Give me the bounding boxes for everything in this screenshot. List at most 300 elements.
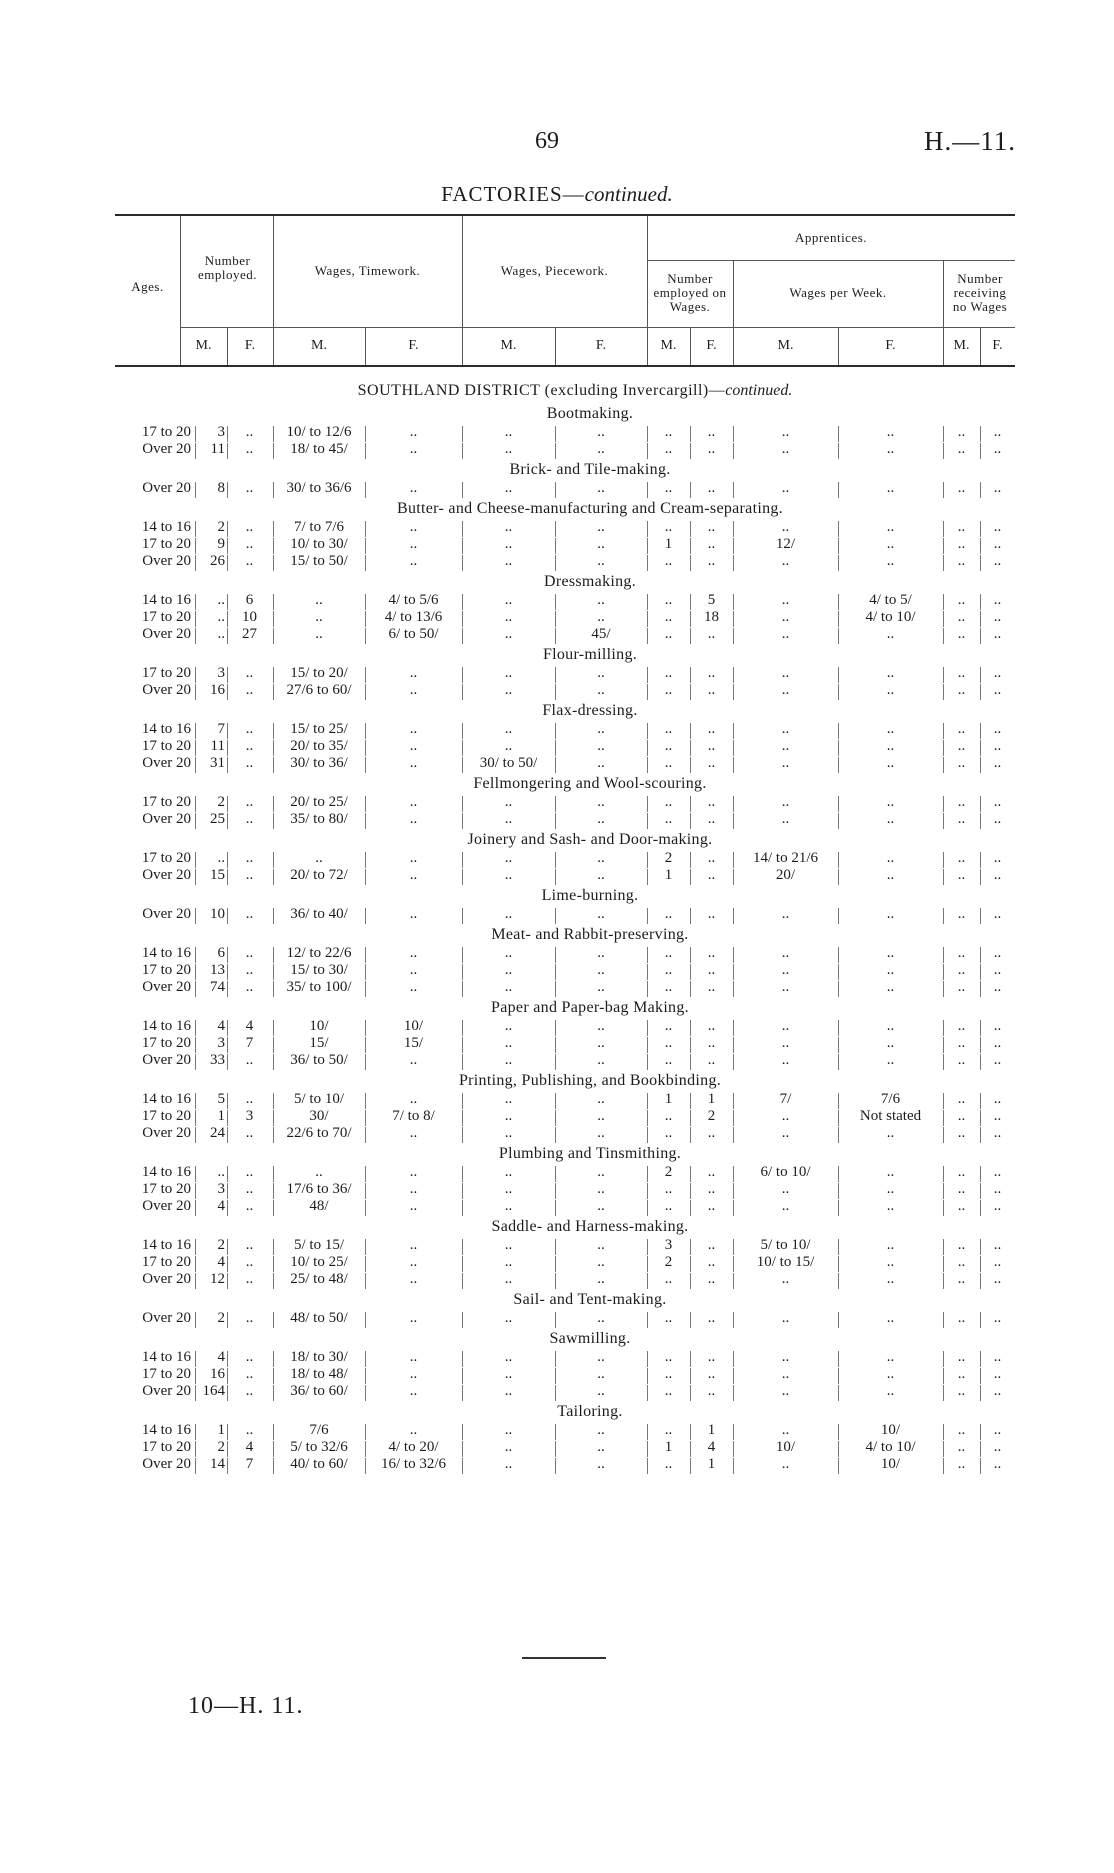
cell-piecework-f: .. [597,794,605,810]
cell-appr-wages-f: .. [886,1181,895,1197]
cell-age: 17 to 20 [141,1035,191,1051]
cell-employed-m: .. [217,626,225,642]
wages-timework-header: Wages, Timework. [314,263,421,278]
table-row [100,738,1020,755]
cell-timework-m: 30/ [309,1108,329,1124]
cell-timework-f: .. [409,755,418,771]
cell-timework-f: 6/ to 50/ [388,626,439,642]
wages-per-week-header: Wages per Week. [789,285,887,300]
column-separator [195,723,196,739]
footer-rule [522,1657,606,1659]
cell-appr-employed-f: .. [707,665,716,681]
cell-appr-nowages-f: .. [993,441,1002,457]
column-separator [195,964,196,980]
cell-employed-f: .. [245,962,254,978]
cell-piecework-m: .. [504,1052,513,1068]
cell-timework-m: 48/ to 50/ [290,1310,348,1326]
cell-appr-nowages-f: .. [993,592,1002,608]
cell-appr-nowages-m: .. [957,1366,966,1382]
industry-section [100,998,1020,1069]
cell-age: 17 to 20 [141,424,191,440]
cell-appr-employed-m: .. [664,1035,673,1051]
cell-appr-employed-m: .. [664,721,673,737]
cell-employed-m: 4 [217,1349,225,1365]
cell-age: 17 to 20 [141,1366,191,1382]
cell-timework-m: 18/ to 45/ [290,441,348,457]
cell-timework-m: 15/ to 30/ [290,962,348,978]
cell-piecework-m: .. [504,962,513,978]
cell-employed-m: 4 [217,1198,225,1214]
cell-timework-f: .. [409,1164,418,1180]
cell-age: 14 to 16 [141,1237,191,1253]
cell-appr-nowages-m: .. [957,794,966,810]
table-row [100,1108,1020,1125]
column-separator [195,1256,196,1272]
cell-timework-f: .. [409,867,418,883]
cell-appr-nowages-m: .. [957,811,966,827]
cell-timework-f: .. [409,665,418,681]
cell-appr-wages-m: .. [781,1198,790,1214]
cell-employed-f: .. [245,867,254,883]
column-separator [195,1037,196,1053]
cell-piecework-m: .. [504,1254,513,1270]
cell-appr-wages-m: .. [781,1456,790,1472]
table-row [100,1366,1020,1383]
cell-appr-employed-f: .. [707,850,716,866]
industry-section [100,460,1020,497]
cell-appr-employed-f: .. [707,867,716,883]
cell-appr-wages-m: .. [781,811,790,827]
cell-piecework-m: .. [504,1018,513,1034]
cell-appr-nowages-f: .. [993,850,1002,866]
cell-appr-wages-f: .. [886,1018,895,1034]
cell-appr-wages-f: .. [886,1125,895,1141]
cell-piecework-f: .. [597,1271,605,1287]
cell-appr-employed-f: .. [707,962,716,978]
cell-employed-m: 11 [210,738,225,754]
column-separator [195,1166,196,1182]
cell-appr-nowages-f: .. [993,626,1002,642]
cell-piecework-f: .. [597,1198,605,1214]
cell-employed-f: 6 [245,592,254,608]
cell-appr-wages-m: .. [781,480,790,496]
cell-age: Over 20 [142,626,191,642]
cell-appr-employed-m: .. [664,424,673,440]
cell-employed-m: .. [217,609,225,625]
cell-employed-m: 10 [210,906,225,922]
cell-appr-employed-f: .. [707,1198,716,1214]
cell-piecework-m: .. [504,1091,513,1107]
industry-title: Sawmilling. [549,1330,631,1347]
cell-timework-f: .. [409,1181,418,1197]
column-separator [195,594,196,610]
cell-timework-f: .. [409,1052,418,1068]
cell-appr-employed-m: 1 [664,1439,673,1455]
column-separator [195,813,196,829]
cell-employed-m: 7 [217,721,225,737]
cell-appr-nowages-f: .. [993,1366,1002,1382]
piecework-m-header: M. [500,338,517,353]
cell-timework-m: 10/ to 30/ [290,536,348,552]
cell-appr-employed-m: .. [664,794,673,810]
cell-piecework-f: .. [597,609,605,625]
cell-appr-nowages-m: .. [957,441,966,457]
column-separator [195,443,196,459]
cell-appr-employed-f: .. [707,626,716,642]
cell-employed-f: .. [245,945,254,961]
cell-appr-wages-m: 6/ to 10/ [760,1164,811,1180]
cell-appr-employed-f: .. [707,906,716,922]
cell-appr-nowages-f: .. [993,1456,1002,1472]
cell-appr-wages-m: .. [781,1271,790,1287]
cell-employed-f: .. [245,979,254,995]
cell-employed-f: .. [245,665,254,681]
cell-employed-f: .. [245,553,254,569]
cell-appr-employed-f: .. [707,1310,716,1326]
cell-timework-f: .. [409,553,418,569]
cell-appr-employed-f: 1 [707,1091,716,1107]
cell-piecework-f: .. [597,480,605,496]
cell-timework-f: .. [409,441,418,457]
cell-appr-employed-f: 18 [704,609,719,625]
industry-title: Paper and Paper-bag Making. [491,999,689,1016]
cell-timework-f: .. [409,1383,418,1399]
cell-employed-m: 6 [217,945,225,961]
industry-section [100,1329,1020,1400]
cell-appr-employed-f: .. [707,738,716,754]
industry-section [100,925,1020,996]
column-separator [195,1183,196,1199]
column-separator [195,555,196,571]
cell-timework-m: 22/6 to 70/ [286,1125,352,1141]
cell-appr-nowages-f: .. [993,906,1002,922]
cell-employed-m: 2 [217,1310,225,1326]
cell-age: Over 20 [142,755,191,771]
cell-appr-nowages-m: .. [957,626,966,642]
cell-appr-wages-m: .. [781,1349,790,1365]
table-body [100,382,1020,1473]
cell-employed-m: 13 [210,962,225,978]
cell-timework-m: 20/ to 72/ [290,867,348,883]
cell-appr-employed-m: .. [664,1198,673,1214]
cell-timework-m: 36/ to 60/ [290,1383,348,1399]
cell-piecework-f: .. [597,1108,605,1124]
column-separator [195,482,196,498]
industry-section [100,886,1020,923]
cell-age: Over 20 [142,1456,191,1472]
cell-timework-m: 10/ [309,1018,329,1034]
cell-employed-f: .. [245,1125,254,1141]
industry-title: Flax-dressing. [542,702,638,719]
cell-age: 14 to 16 [141,945,191,961]
cell-employed-m: 5 [217,1091,225,1107]
cell-piecework-m: .. [504,1237,513,1253]
cell-piecework-f: .. [597,592,605,608]
cell-appr-nowages-m: .. [957,1456,966,1472]
column-separator [195,981,196,997]
column-separator [195,1200,196,1216]
cell-age: 17 to 20 [141,609,191,625]
cell-employed-f: .. [245,1181,254,1197]
cell-appr-wages-m: .. [781,682,790,698]
column-separator [195,611,196,627]
cell-piecework-m: .. [504,945,513,961]
cell-employed-f: .. [245,1254,254,1270]
cell-appr-wages-m: .. [781,945,790,961]
cell-piecework-m: .. [504,424,513,440]
table-row [100,755,1020,772]
cell-timework-m: 36/ to 40/ [290,906,348,922]
cell-timework-m: 5/ to 15/ [293,1237,344,1253]
cell-age: 14 to 16 [141,1349,191,1365]
cell-appr-employed-m: 2 [664,850,673,866]
cell-employed-m: 8 [217,480,225,496]
cell-piecework-m: .. [504,1310,513,1326]
cell-appr-nowages-m: .. [957,1422,966,1438]
cell-appr-employed-m: .. [664,1349,673,1365]
column-separator [195,740,196,756]
cell-appr-wages-m: .. [781,1108,790,1124]
cell-employed-f: 7 [245,1035,254,1051]
cell-timework-f: .. [409,1125,418,1141]
cell-appr-wages-f: .. [886,867,895,883]
cell-appr-nowages-f: .. [993,1181,1002,1197]
cell-age: 14 to 16 [141,1018,191,1034]
cell-appr-wages-m: 10/ [775,1439,796,1455]
cell-timework-m: 20/ to 35/ [290,738,348,754]
cell-piecework-f: .. [597,1254,605,1270]
cell-age: 17 to 20 [141,850,191,866]
cell-piecework-m: .. [504,850,513,866]
cell-age: 17 to 20 [141,536,191,552]
cell-timework-m: 12/ to 22/6 [286,945,352,961]
cell-appr-nowages-f: .. [993,1164,1002,1180]
table-row [100,1018,1020,1035]
cell-appr-wages-f: .. [886,962,895,978]
cell-appr-wages-m: .. [781,1366,790,1382]
cell-appr-nowages-m: .. [957,1164,966,1180]
cell-appr-employed-m: 3 [664,1237,673,1253]
cell-timework-m: .. [315,850,323,866]
column-separator [195,426,196,442]
table-row [100,553,1020,570]
page-title [0,182,1114,207]
column-separator [195,852,196,868]
cell-timework-f: .. [409,811,418,827]
cell-timework-m: 15/ to 50/ [290,553,348,569]
cell-appr-nowages-m: .. [957,1310,966,1326]
table-row [100,1439,1020,1456]
cell-age: 14 to 16 [141,1091,191,1107]
cell-appr-wages-m: .. [781,665,790,681]
cell-age: 17 to 20 [141,1108,191,1124]
cell-piecework-m: .. [504,738,513,754]
cell-timework-f: .. [409,1237,418,1253]
cell-appr-nowages-f: .. [993,1422,1002,1438]
cell-piecework-f: .. [597,1125,605,1141]
cell-employed-m: 1 [217,1422,225,1438]
industry-section [100,1402,1020,1473]
column-separator [195,667,196,683]
cell-timework-m: 15/ to 25/ [290,721,348,737]
appr-employed-m-header: M. [660,338,677,353]
cell-appr-employed-m: .. [664,738,673,754]
column-separator [195,684,196,700]
cell-appr-nowages-f: .. [993,1018,1002,1034]
cell-appr-wages-f: 4/ to 10/ [865,1439,916,1455]
timework-f-header: F. [408,338,419,353]
cell-appr-wages-f: .. [886,850,895,866]
cell-timework-m: .. [315,626,323,642]
cell-timework-f: .. [409,1310,418,1326]
cell-timework-f: .. [409,1091,418,1107]
cell-appr-nowages-m: .. [957,906,966,922]
cell-appr-nowages-f: .. [993,519,1002,535]
cell-appr-employed-m: .. [664,906,673,922]
cell-timework-m: .. [315,1164,323,1180]
column-separator [195,1093,196,1109]
cell-appr-nowages-f: .. [993,1237,1002,1253]
cell-age: 17 to 20 [141,665,191,681]
cell-appr-employed-f: .. [707,424,716,440]
cell-age: Over 20 [142,1383,191,1399]
cell-appr-wages-f: .. [886,536,895,552]
industry-title: Plumbing and Tinsmithing. [498,1145,682,1162]
cell-employed-m: 1 [217,1108,225,1124]
cell-piecework-m: .. [504,906,513,922]
appr-wages-f-header: F. [885,338,896,353]
cell-appr-employed-m: .. [664,592,673,608]
table-row [100,441,1020,458]
column-separator [195,757,196,773]
cell-age: Over 20 [142,553,191,569]
appr-employed-f-header: F. [706,338,717,353]
cell-timework-m: 35/ to 80/ [290,811,348,827]
cell-employed-f: .. [245,1091,254,1107]
cell-appr-employed-f: .. [707,1383,716,1399]
cell-piecework-f: .. [597,945,605,961]
cell-age: Over 20 [142,811,191,827]
cell-age: Over 20 [142,867,191,883]
cell-piecework-m: .. [504,1164,513,1180]
cell-appr-nowages-f: .. [993,1271,1002,1287]
cell-employed-f: .. [245,1383,254,1399]
cell-age: Over 20 [142,1125,191,1141]
cell-appr-nowages-f: .. [993,794,1002,810]
cell-appr-wages-m: .. [781,1035,790,1051]
cell-appr-employed-f: .. [707,1254,716,1270]
cell-employed-f: .. [245,755,254,771]
cell-age: Over 20 [142,682,191,698]
table-row [100,665,1020,682]
cell-piecework-m: .. [504,1035,513,1051]
cell-timework-f: 4/ to 5/6 [388,592,439,608]
cell-appr-employed-m: .. [664,480,673,496]
table-row [100,626,1020,643]
table-row [100,794,1020,811]
cell-appr-employed-m: .. [664,626,673,642]
cell-piecework-m: 30/ to 50/ [479,755,538,771]
cell-piecework-m: .. [504,1125,513,1141]
cell-employed-f: .. [245,1164,254,1180]
cell-timework-m: .. [315,592,323,608]
appr-wages-m-header: M. [777,338,794,353]
cell-appr-wages-f: .. [886,979,895,995]
cell-appr-nowages-m: .. [957,1271,966,1287]
cell-piecework-f: .. [597,441,605,457]
cell-employed-f: .. [245,1366,254,1382]
cell-appr-wages-f: .. [886,424,895,440]
cell-piecework-f: .. [597,1164,605,1180]
cell-piecework-m: .. [504,1422,513,1438]
cell-piecework-m: .. [504,609,513,625]
cell-age: Over 20 [142,480,191,496]
table-row [100,1456,1020,1473]
cell-appr-employed-f: .. [707,721,716,737]
industry-title: Lime-burning. [541,887,639,904]
cell-employed-f: .. [245,721,254,737]
cell-appr-nowages-f: .. [993,665,1002,681]
column-separator [195,1020,196,1036]
industry-title: Meat- and Rabbit-preserving. [491,926,689,943]
cell-piecework-m: .. [504,1271,513,1287]
cell-appr-employed-f: .. [707,1181,716,1197]
column-separator [195,1458,196,1474]
cell-appr-wages-f: .. [886,1383,895,1399]
cell-employed-f: .. [245,850,254,866]
cell-appr-employed-m: .. [664,1366,673,1382]
cell-appr-nowages-m: .. [957,755,966,771]
cell-appr-wages-f: 4/ to 10/ [865,609,916,625]
cell-piecework-f: .. [597,682,605,698]
cell-appr-nowages-m: .. [957,867,966,883]
cell-appr-employed-m: .. [664,979,673,995]
cell-employed-m: 3 [217,665,225,681]
cell-appr-employed-f: 1 [707,1456,716,1472]
cell-employed-m: .. [217,850,225,866]
piecework-f-header: F. [595,338,607,353]
appr-nowages-f-header: F. [992,338,1003,353]
cell-appr-employed-f: 5 [707,592,716,608]
timework-m-header: M. [311,338,327,353]
cell-timework-m: 7/6 [309,1422,329,1438]
cell-age: 17 to 20 [141,794,191,810]
cell-piecework-f: .. [597,1349,605,1365]
cell-appr-employed-f: .. [707,1237,716,1253]
cell-timework-m: 10/ to 25/ [290,1254,348,1270]
cell-timework-m: 35/ to 100/ [286,979,352,995]
cell-appr-employed-m: .. [664,1018,673,1034]
industry-title: Joinery and Sash- and Door-making. [467,831,713,848]
table-row [100,1181,1020,1198]
cell-appr-wages-f: .. [886,441,895,457]
cell-employed-f: .. [245,536,254,552]
column-separator [195,1312,196,1328]
column-separator [195,796,196,812]
cell-employed-m: 16 [210,1366,225,1382]
cell-employed-f: .. [245,1052,254,1068]
cell-employed-f: 4 [245,1439,254,1455]
cell-appr-wages-m: .. [781,979,790,995]
cell-employed-m: 11 [210,441,225,457]
table-row [100,1052,1020,1069]
table-row [100,592,1020,609]
cell-appr-nowages-f: .. [993,962,1002,978]
cell-appr-wages-f: .. [886,1254,895,1270]
cell-appr-wages-m: .. [781,1181,790,1197]
cell-appr-wages-f: 10/ [880,1456,901,1472]
cell-piecework-m: .. [504,519,513,535]
